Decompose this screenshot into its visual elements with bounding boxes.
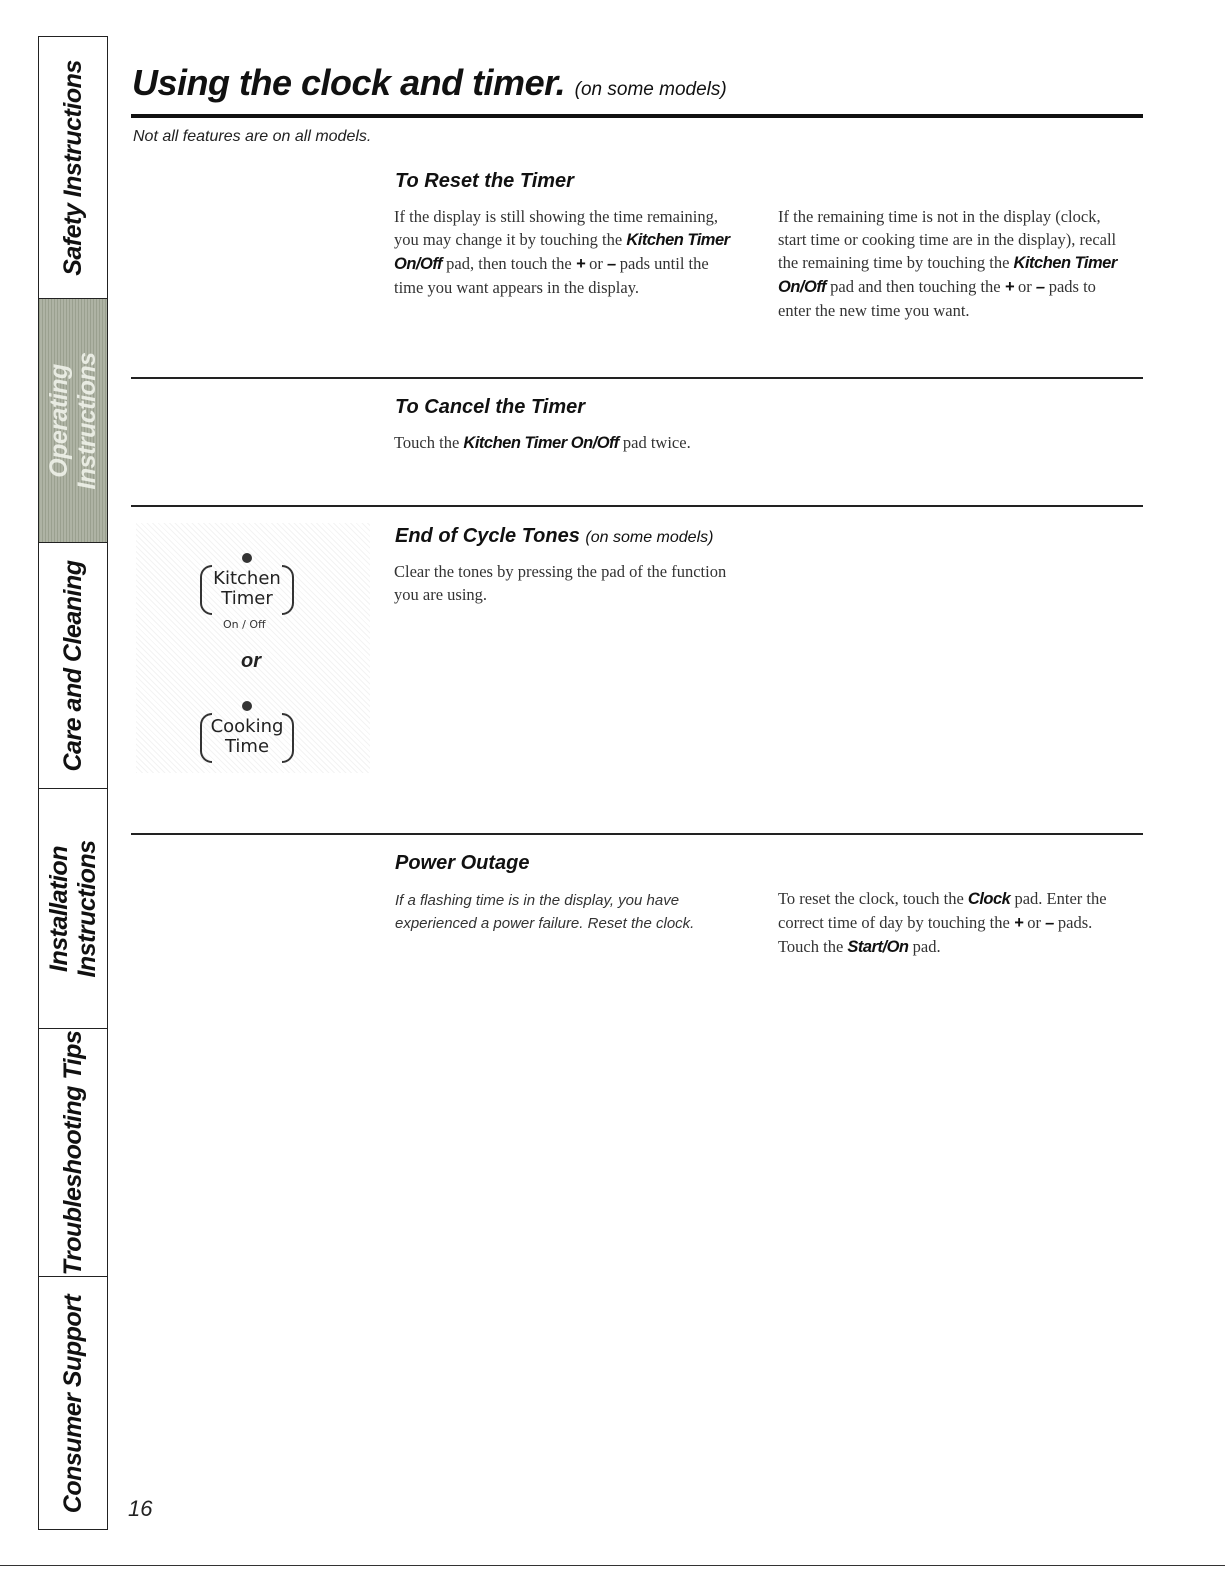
reset-timer-text-right: If the remaining time is not in the display (clock, start time or cooking time are in the display), recall the remaining time by touching the Kitchen Timer On/Off pad and then touching the + or – pads to enter the new time you want. xyxy=(778,207,1117,320)
pad-caption: On / Off xyxy=(223,618,266,631)
pad-label: Time xyxy=(224,736,270,757)
power-outage-text-right: To reset the clock, touch the Clock pad. Enter the correct time of day by touching the + or – pads. Touch the Start/On pad. xyxy=(778,889,1107,956)
pad-name-emphasis: – xyxy=(1045,914,1054,932)
pad-name-emphasis: Kitchen Timer On/Off xyxy=(463,434,619,452)
pad-label: Cooking xyxy=(210,716,284,737)
tab-safety-instructions[interactable] xyxy=(39,37,107,299)
cancel-timer-text: Touch the Kitchen Timer On/Off pad twice. xyxy=(394,433,691,452)
cycle-tones-text: Clear the tones by pressing the pad of the function you are using. xyxy=(394,562,727,604)
pad-name-emphasis: + xyxy=(1013,914,1024,932)
section-tabs xyxy=(38,36,108,1530)
tab-consumer-support[interactable] xyxy=(39,1277,107,1531)
cooking-time-pad xyxy=(200,713,294,767)
tab-label: Consumer Support xyxy=(59,1294,87,1514)
pad-name-emphasis: Kitchen Timer On/Off xyxy=(778,254,1117,296)
models-note: Not all features are on all models. xyxy=(133,128,372,145)
section-divider xyxy=(131,505,1143,507)
tab-label: Troubleshooting Tips xyxy=(59,1030,87,1275)
indicator-light-icon xyxy=(242,701,252,711)
pad-name-emphasis: – xyxy=(606,255,616,273)
pad-name-emphasis: Kitchen Timer On/Off xyxy=(394,231,730,273)
control-pads-illustration xyxy=(136,523,370,773)
section-divider xyxy=(131,833,1143,835)
tab-installation-instructions[interactable] xyxy=(39,789,107,1029)
pad-name-emphasis: Clock xyxy=(967,890,1011,908)
cycle-tones-heading-main: End of Cycle Tones xyxy=(395,525,580,547)
pad-label: Kitchen xyxy=(213,568,281,589)
power-outage-text-left: If a flashing time is in the display, you have experienced a power failure. Reset the clock. xyxy=(395,892,695,932)
indicator-light-icon xyxy=(242,553,252,563)
cycle-tones-heading xyxy=(395,525,713,548)
pad-name-emphasis: Start/On xyxy=(847,938,909,956)
pad-name-emphasis: + xyxy=(1004,278,1014,296)
tab-label: Installation Instructions xyxy=(45,839,101,978)
reset-timer-heading: To Reset the Timer xyxy=(395,170,574,192)
pad-label: Timer xyxy=(221,588,273,609)
cancel-timer-heading: To Cancel the Timer xyxy=(395,396,586,418)
tab-care-and-cleaning[interactable] xyxy=(39,543,107,789)
page-title xyxy=(132,62,727,104)
power-outage-heading: Power Outage xyxy=(395,852,530,874)
tab-troubleshooting-tips[interactable] xyxy=(39,1029,107,1277)
tab-operating-instructions[interactable] xyxy=(39,299,107,543)
page-title-main: Using the clock and timer. xyxy=(132,62,566,103)
title-divider xyxy=(131,114,1143,118)
kitchen-timer-pad xyxy=(200,565,294,619)
page-bottom-rule xyxy=(0,1565,1225,1566)
reset-timer-text-left: If the display is still showing the time remaining, you may change it by touching the Kitchen Timer On/Off pad, then touch the + or – pads until the time you want appears in the display. xyxy=(394,207,730,297)
section-divider xyxy=(131,377,1143,379)
tab-label: Safety Instructions xyxy=(59,59,87,276)
tab-label: Care and Cleaning xyxy=(59,560,87,771)
cycle-tones-heading-sub: (on some models) xyxy=(585,529,714,546)
page-title-sub: (on some models) xyxy=(574,79,727,100)
page-number: 16 xyxy=(128,1496,153,1521)
pad-name-emphasis: + xyxy=(575,255,585,273)
pad-name-emphasis: – xyxy=(1035,278,1045,296)
tab-label: Operating Instructions xyxy=(45,351,101,490)
or-label: or xyxy=(241,650,261,672)
